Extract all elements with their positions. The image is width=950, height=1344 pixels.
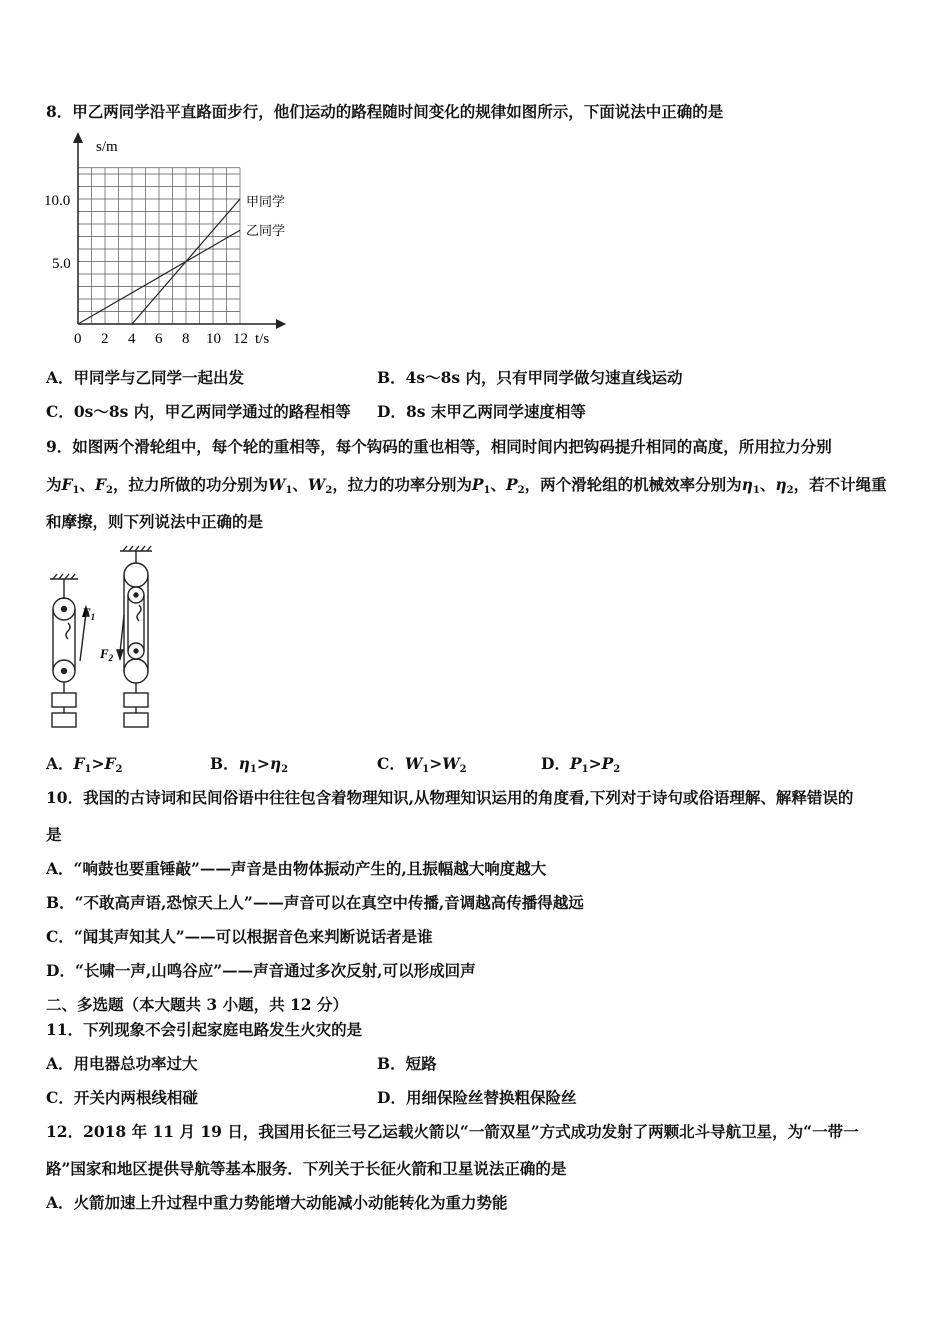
q11-option-b: B．短路	[377, 1054, 437, 1073]
x-axis-arrow	[276, 319, 286, 329]
right-pulley-system	[117, 546, 152, 727]
y-tick-5: 5.0	[52, 256, 71, 272]
q8-stem: 8．甲乙两同学沿平直路面步行，他们运动的路程随时间变化的规律如图所示，下面说法中正确的是	[46, 102, 724, 121]
graph-grid	[78, 168, 240, 324]
q9-option-c: C．$W_1>W_2$	[377, 754, 467, 775]
x-axis-label: t/s	[255, 331, 270, 347]
q12-line2: 路”国家和地区提供导航等基本服务．下列关于长征火箭和卫星说法正确的是	[46, 1159, 567, 1178]
q8-graph	[40, 128, 340, 358]
q10-line2: 是	[46, 825, 62, 844]
left-pulley-system	[50, 574, 89, 727]
q11-option-c: C．开关内两根线相碰	[46, 1088, 198, 1107]
label-f2: $F_2$	[100, 646, 114, 663]
legend-yi: 乙同学	[246, 223, 286, 238]
q11-stem: 11．下列现象不会引起家庭电路发生火灾的是	[46, 1020, 363, 1039]
q11-option-d: D．用细保险丝替换粗保险丝	[377, 1088, 577, 1107]
x-tick-label: 2	[101, 331, 109, 347]
q9-option-b: B．$\eta_1>\eta_2$	[210, 754, 289, 775]
legend-jia: 甲同学	[246, 194, 286, 209]
section-heading: 二、多选题（本大题共 3 小题，共 12 分）	[46, 995, 348, 1014]
q9-line2: 为$F_1$、$F_2$，拉力所做的功分别为$W_1$、$W_2$，拉力的功率分别为$P_1$、$P_2$，两个滑轮组的机械效率分别为$\eta_1$、$\eta_2$，若不计绳重	[46, 475, 887, 496]
q8-option-c: C．0s～8s 内，甲乙两同学通过的路程相等	[46, 402, 351, 421]
x-tick-label: 12	[233, 331, 248, 347]
q10-option-d: D．“长啸一声,山鸣谷应”——声音通过多次反射,可以形成回声	[46, 961, 476, 980]
x-tick-label: 0	[74, 331, 82, 347]
x-tick-label: 10	[206, 331, 221, 347]
y-axis-label: s/m	[96, 139, 118, 155]
q9-line3: 和摩擦，则下列说法中正确的是	[46, 512, 264, 531]
q8-option-d: D．8s 末甲乙两同学速度相等	[377, 402, 586, 421]
q9-option-a: A．$F_1>F_2$	[46, 754, 123, 775]
x-tick-label: 4	[128, 331, 136, 347]
q8-option-b: B．4s～8s 内，只有甲同学做匀速直线运动	[377, 368, 683, 387]
q9-line1: 9．如图两个滑轮组中，每个轮的重相等，每个钩码的重也相等，相同时间内把钩码提升相同的高度，所用拉力分别	[46, 437, 832, 456]
y-tick-10: 10.0	[44, 193, 71, 209]
label-f1: $F_1$	[82, 605, 96, 622]
x-tick-label: 8	[182, 331, 190, 347]
q10-option-c: C．“闻其声知其人”——可以根据音色来判断说话者是谁	[46, 927, 433, 946]
q10-line1: 10．我国的古诗词和民间俗语中往往包含着物理知识,从物理知识运用的角度看,下列对于诗句或俗语理解、解释错误的	[46, 788, 854, 807]
x-tick-label: 6	[155, 331, 163, 347]
q12-line1: 12．2018 年 11 月 19 日，我国用长征三号乙运载火箭以“一箭双星”方式成功发射了两颗北斗导航卫星，为“一带一	[46, 1122, 859, 1141]
x-tick-labels	[74, 331, 248, 347]
q8-option-a: A．甲同学与乙同学一起出发	[46, 368, 245, 387]
q9-option-d: D．$P_1>P_2$	[541, 754, 621, 775]
q10-option-a: A．“响鼓也要重锤敲”——声音是由物体振动产生的,且振幅越大响度越大	[46, 859, 547, 878]
q10-option-b: B．“不敢高声语,恐惊天上人”——声音可以在真空中传播,音调越高传播得越远	[46, 893, 584, 912]
q12-option-a: A．火箭加速上升过程中重力势能增大动能减小动能转化为重力势能	[46, 1193, 508, 1212]
y-axis-arrow	[73, 132, 83, 143]
pulley-figure	[42, 543, 182, 743]
q11-option-a: A．用电器总功率过大	[46, 1054, 198, 1073]
